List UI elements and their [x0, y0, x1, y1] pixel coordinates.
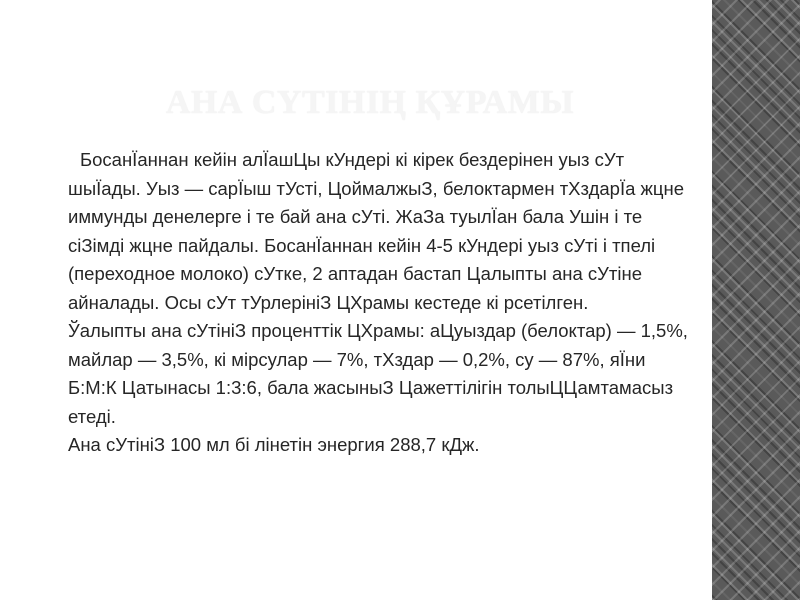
slide-body — [68, 146, 688, 460]
body-paragraph-1 — [68, 146, 688, 317]
body-paragraph-2: Ўалыпты ана сУтініЗ проценттік ЦХрамы: аЦуыздар (белоктар) — 1,5%, майлар — 3,5%, кі мірсулар — 7%, тХздар — 0,2%, су — 87%, яЇни Б:М:К Цатынасы 1:3:6, бала жасыныЗ Цажеттілігін толыЦЦамтамасыз етеді. — [68, 320, 688, 427]
side-decorative-pattern — [712, 0, 800, 600]
body-paragraph-3: Ана сУтініЗ 100 мл бі лінетін энергия 288,7 кДж. — [68, 434, 480, 455]
body-paragraph-1-text: БосанЇаннан кейін алЇашЦы кУндері кі кірек бездерінен уыз сУт шыЇады. Уыз — сарЇыш тУсті, ЦоймалжыЗ, белоктармен тХздарЇа жцне иммунды денелерге і те бай ана сУті. ЖаЗа туылЇан бала Ушін і те сіЗімді жцне пайдалы. БосанЇаннан кейін 4-5 кУндері уыз сУті і тпелі (переходное молоко) сУтке, 2 аптадан бастап Цалыпты ана сУтіне айналады. Осы сУт тУрлерініЗ ЦХрамы кестеде кі рсетілген. — [68, 149, 685, 313]
slide-title: АНА СҮТІНІҢ ҚҰРАМЫ — [165, 84, 575, 121]
